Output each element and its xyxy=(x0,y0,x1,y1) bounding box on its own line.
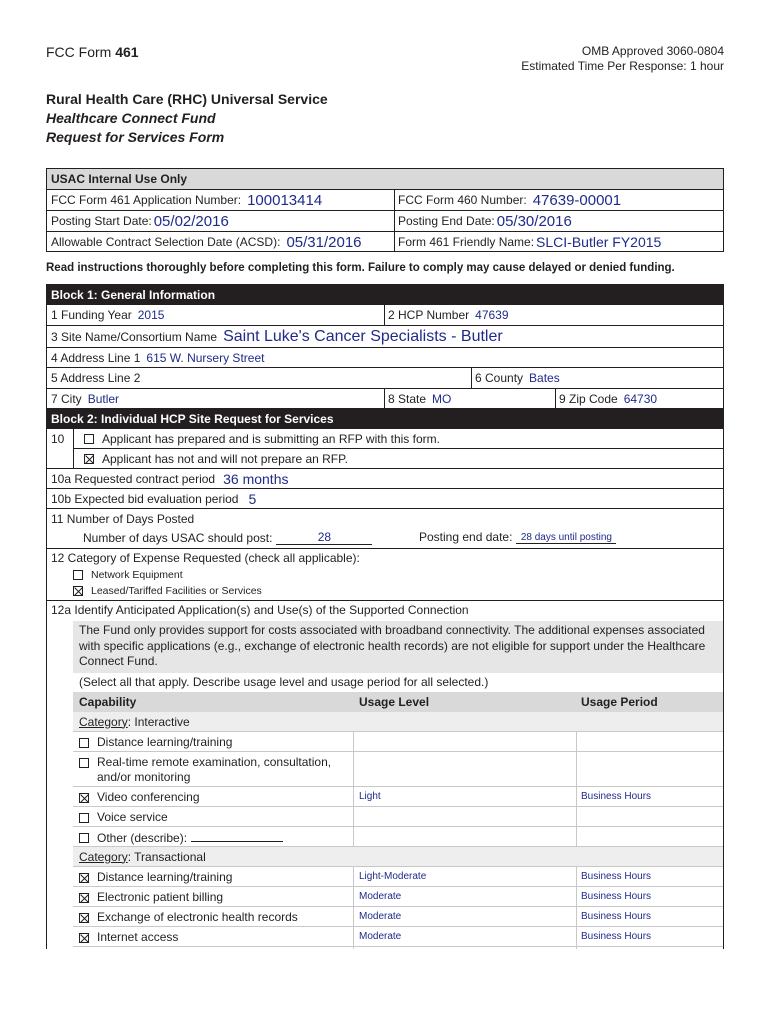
bid-eval-label: 10b Expected bid evaluation period xyxy=(51,491,239,506)
capability-table xyxy=(73,692,723,949)
col-usage-period: Usage Period xyxy=(581,695,658,709)
capability-label: Internet access xyxy=(97,930,179,944)
usac-post-days-field[interactable]: 28 xyxy=(276,530,372,545)
time-per-response: Estimated Time Per Response: 1 hour xyxy=(521,59,724,73)
capability-row xyxy=(73,807,723,827)
posting-end-field[interactable]: 05/30/2016 xyxy=(496,212,572,230)
capability-row xyxy=(73,787,723,807)
funding-year-label: 1 Funding Year xyxy=(51,308,132,322)
friendly-name-field[interactable]: SLCI-Butler FY2015 xyxy=(536,234,662,250)
omb-number: OMB Approved 3060-0804 xyxy=(581,44,724,58)
title-line3: Request for Services Form xyxy=(46,129,225,145)
usage-level-field[interactable]: Light xyxy=(359,791,381,802)
title-line2: Healthcare Connect Fund xyxy=(46,110,216,126)
applications-label: 12a Identify Anticipated Application(s) and Use(s) of the Supported Connection xyxy=(51,603,469,617)
leased-facilities-label: Leased/Tariffed Facilities or Services xyxy=(91,585,262,597)
network-equipment-checkbox[interactable] xyxy=(73,570,83,580)
capability-checkbox[interactable] xyxy=(79,758,89,768)
state-label: 8 State xyxy=(388,392,427,406)
friendly-name-label: Form 461 Friendly Name: xyxy=(398,235,535,249)
form-prefix: FCC Form xyxy=(46,44,112,60)
col-capability: Capability xyxy=(79,695,137,709)
bid-eval-field[interactable]: 5 xyxy=(248,490,257,507)
capability-checkbox[interactable] xyxy=(79,833,89,843)
posting-end-date-label: Posting end date: xyxy=(419,530,513,544)
rfp-prepared-checkbox[interactable] xyxy=(84,434,94,444)
zip-field[interactable]: 64730 xyxy=(623,392,658,406)
usage-period-field[interactable]: Business Hours xyxy=(581,911,652,922)
capability-row xyxy=(73,752,723,787)
capability-row xyxy=(73,907,723,927)
capability-label: Voice service xyxy=(97,810,168,824)
capability-checkbox[interactable] xyxy=(79,893,89,903)
page-title xyxy=(46,90,328,147)
capability-label: Distance learning/training xyxy=(97,870,233,884)
address2-label: 5 Address Line 2 xyxy=(51,371,141,385)
rfp-not-prepared-checkbox[interactable] xyxy=(84,454,94,464)
fund-support-note: The Fund only provides support for costs associated with broadband connectivity. The additional expenses associated with specific applications (e.g., exchange of electronic health records) are not eligible for support under the Healthcare Connect Fund. xyxy=(73,621,723,673)
acsd-label: Allowable Contract Selection Date (ACSD): xyxy=(51,235,281,249)
usage-level-field[interactable]: Moderate xyxy=(359,931,402,942)
county-label: 6 County xyxy=(475,371,524,385)
capability-row xyxy=(73,927,723,947)
posting-end-label: Posting End Date: xyxy=(398,214,495,228)
city-label: 7 City xyxy=(51,392,82,406)
app-number-label: FCC Form 461 Application Number: xyxy=(51,193,242,207)
usac-post-days-label: Number of days USAC should post: xyxy=(83,531,273,545)
county-field[interactable]: Bates xyxy=(529,371,560,385)
rfp-prepared-label: Applicant has prepared and is submitting an RFP with this form. xyxy=(102,431,440,446)
capability-checkbox[interactable] xyxy=(79,793,89,803)
funding-year-field[interactable]: 2015 xyxy=(137,308,165,322)
usage-level-field[interactable]: Moderate xyxy=(359,911,402,922)
form460-field[interactable]: 47639-00001 xyxy=(532,191,622,209)
contract-period-label: 10a Requested contract period xyxy=(51,471,216,486)
posting-end-date-field[interactable]: 28 days until posting xyxy=(516,532,616,544)
other-describe-field[interactable] xyxy=(191,830,283,842)
state-field[interactable]: MO xyxy=(432,392,452,406)
title-line1: Rural Health Care (RHC) Universal Service xyxy=(46,91,328,107)
capability-checkbox[interactable] xyxy=(79,738,89,748)
block1 xyxy=(46,284,724,409)
zip-label: 9 Zip Code xyxy=(559,392,618,406)
instructions: Read instructions thoroughly before completing this form. Failure to comply may cause delayed or denied funding. xyxy=(46,262,675,274)
form-number: 461 xyxy=(115,44,139,60)
leased-facilities-checkbox[interactable] xyxy=(73,586,83,596)
city-field[interactable]: Butler xyxy=(87,392,120,406)
expense-category-label: 12 Category of Expense Requested (check all applicable): xyxy=(51,551,360,565)
usage-period-field[interactable]: Business Hours xyxy=(581,791,652,802)
days-posted-label: 11 Number of Days Posted xyxy=(51,512,195,526)
select-all-note: (Select all that apply. Describe usage level and usage period for all selected.) xyxy=(79,675,489,689)
capability-row xyxy=(73,827,723,847)
capability-label: Other (describe): xyxy=(97,830,283,846)
posting-start-field[interactable]: 05/02/2016 xyxy=(153,212,229,230)
category-word: Category xyxy=(79,849,128,864)
hcp-number-label: 2 HCP Number xyxy=(388,308,470,322)
app-number-field[interactable]: 100013414 xyxy=(247,191,323,209)
category-interactive-name: : Interactive xyxy=(127,714,190,729)
capability-label: Video conferencing xyxy=(97,790,200,804)
capability-label: Exchange of electronic health records xyxy=(97,910,298,924)
capability-row xyxy=(73,732,723,752)
capability-checkbox[interactable] xyxy=(79,873,89,883)
capability-row xyxy=(73,867,723,887)
block2-heading: Block 2: Individual HCP Site Request for Services xyxy=(46,409,724,429)
rfp-not-prepared-label: Applicant has not and will not prepare an RFP. xyxy=(102,452,348,466)
capability-checkbox[interactable] xyxy=(79,913,89,923)
capability-label: Distance learning/training xyxy=(97,735,233,749)
q10-number: 10 xyxy=(46,429,74,469)
q10-section xyxy=(46,429,724,469)
form-id xyxy=(46,44,139,60)
category-interactive xyxy=(73,712,723,732)
usage-level-field[interactable]: Light-Moderate xyxy=(359,871,427,882)
block2-body xyxy=(46,469,724,949)
usage-period-field[interactable]: Business Hours xyxy=(581,891,652,902)
hcp-number-field[interactable]: 47639 xyxy=(475,308,509,322)
address1-label: 4 Address Line 1 xyxy=(51,350,141,365)
omb-info xyxy=(521,44,724,74)
usage-period-field[interactable]: Business Hours xyxy=(581,871,652,882)
usac-internal-box xyxy=(46,168,724,252)
category-transactional xyxy=(73,847,723,867)
contract-period-field[interactable]: 36 months xyxy=(223,470,289,487)
usage-level-field[interactable]: Moderate xyxy=(359,891,402,902)
site-name-label: 3 Site Name/Consortium Name xyxy=(51,329,218,344)
capability-row xyxy=(73,887,723,907)
acsd-field[interactable]: 05/31/2016 xyxy=(286,233,362,251)
category-transactional-name: : Transactional xyxy=(127,849,206,864)
capability-label: Electronic patient billing xyxy=(97,890,224,904)
usage-period-field[interactable]: Business Hours xyxy=(581,931,652,942)
capability-label: Real-time remote examination, consultation, and/or monitoring xyxy=(97,755,332,784)
block1-heading: Block 1: General Information xyxy=(51,287,216,302)
capability-checkbox[interactable] xyxy=(79,933,89,943)
col-usage-level: Usage Level xyxy=(359,695,430,709)
address1-field[interactable]: 615 W. Nursery Street xyxy=(146,350,265,365)
category-word: Category xyxy=(79,714,128,729)
capability-checkbox[interactable] xyxy=(79,813,89,823)
usac-heading: USAC Internal Use Only xyxy=(51,172,188,186)
site-name-field[interactable]: Saint Luke's Cancer Specialists - Butler xyxy=(223,327,503,345)
network-equipment-label: Network Equipment xyxy=(91,569,183,581)
block2-heading-bar xyxy=(46,409,724,429)
posting-start-label: Posting Start Date: xyxy=(51,214,152,228)
form460-label: FCC Form 460 Number: xyxy=(398,193,527,207)
